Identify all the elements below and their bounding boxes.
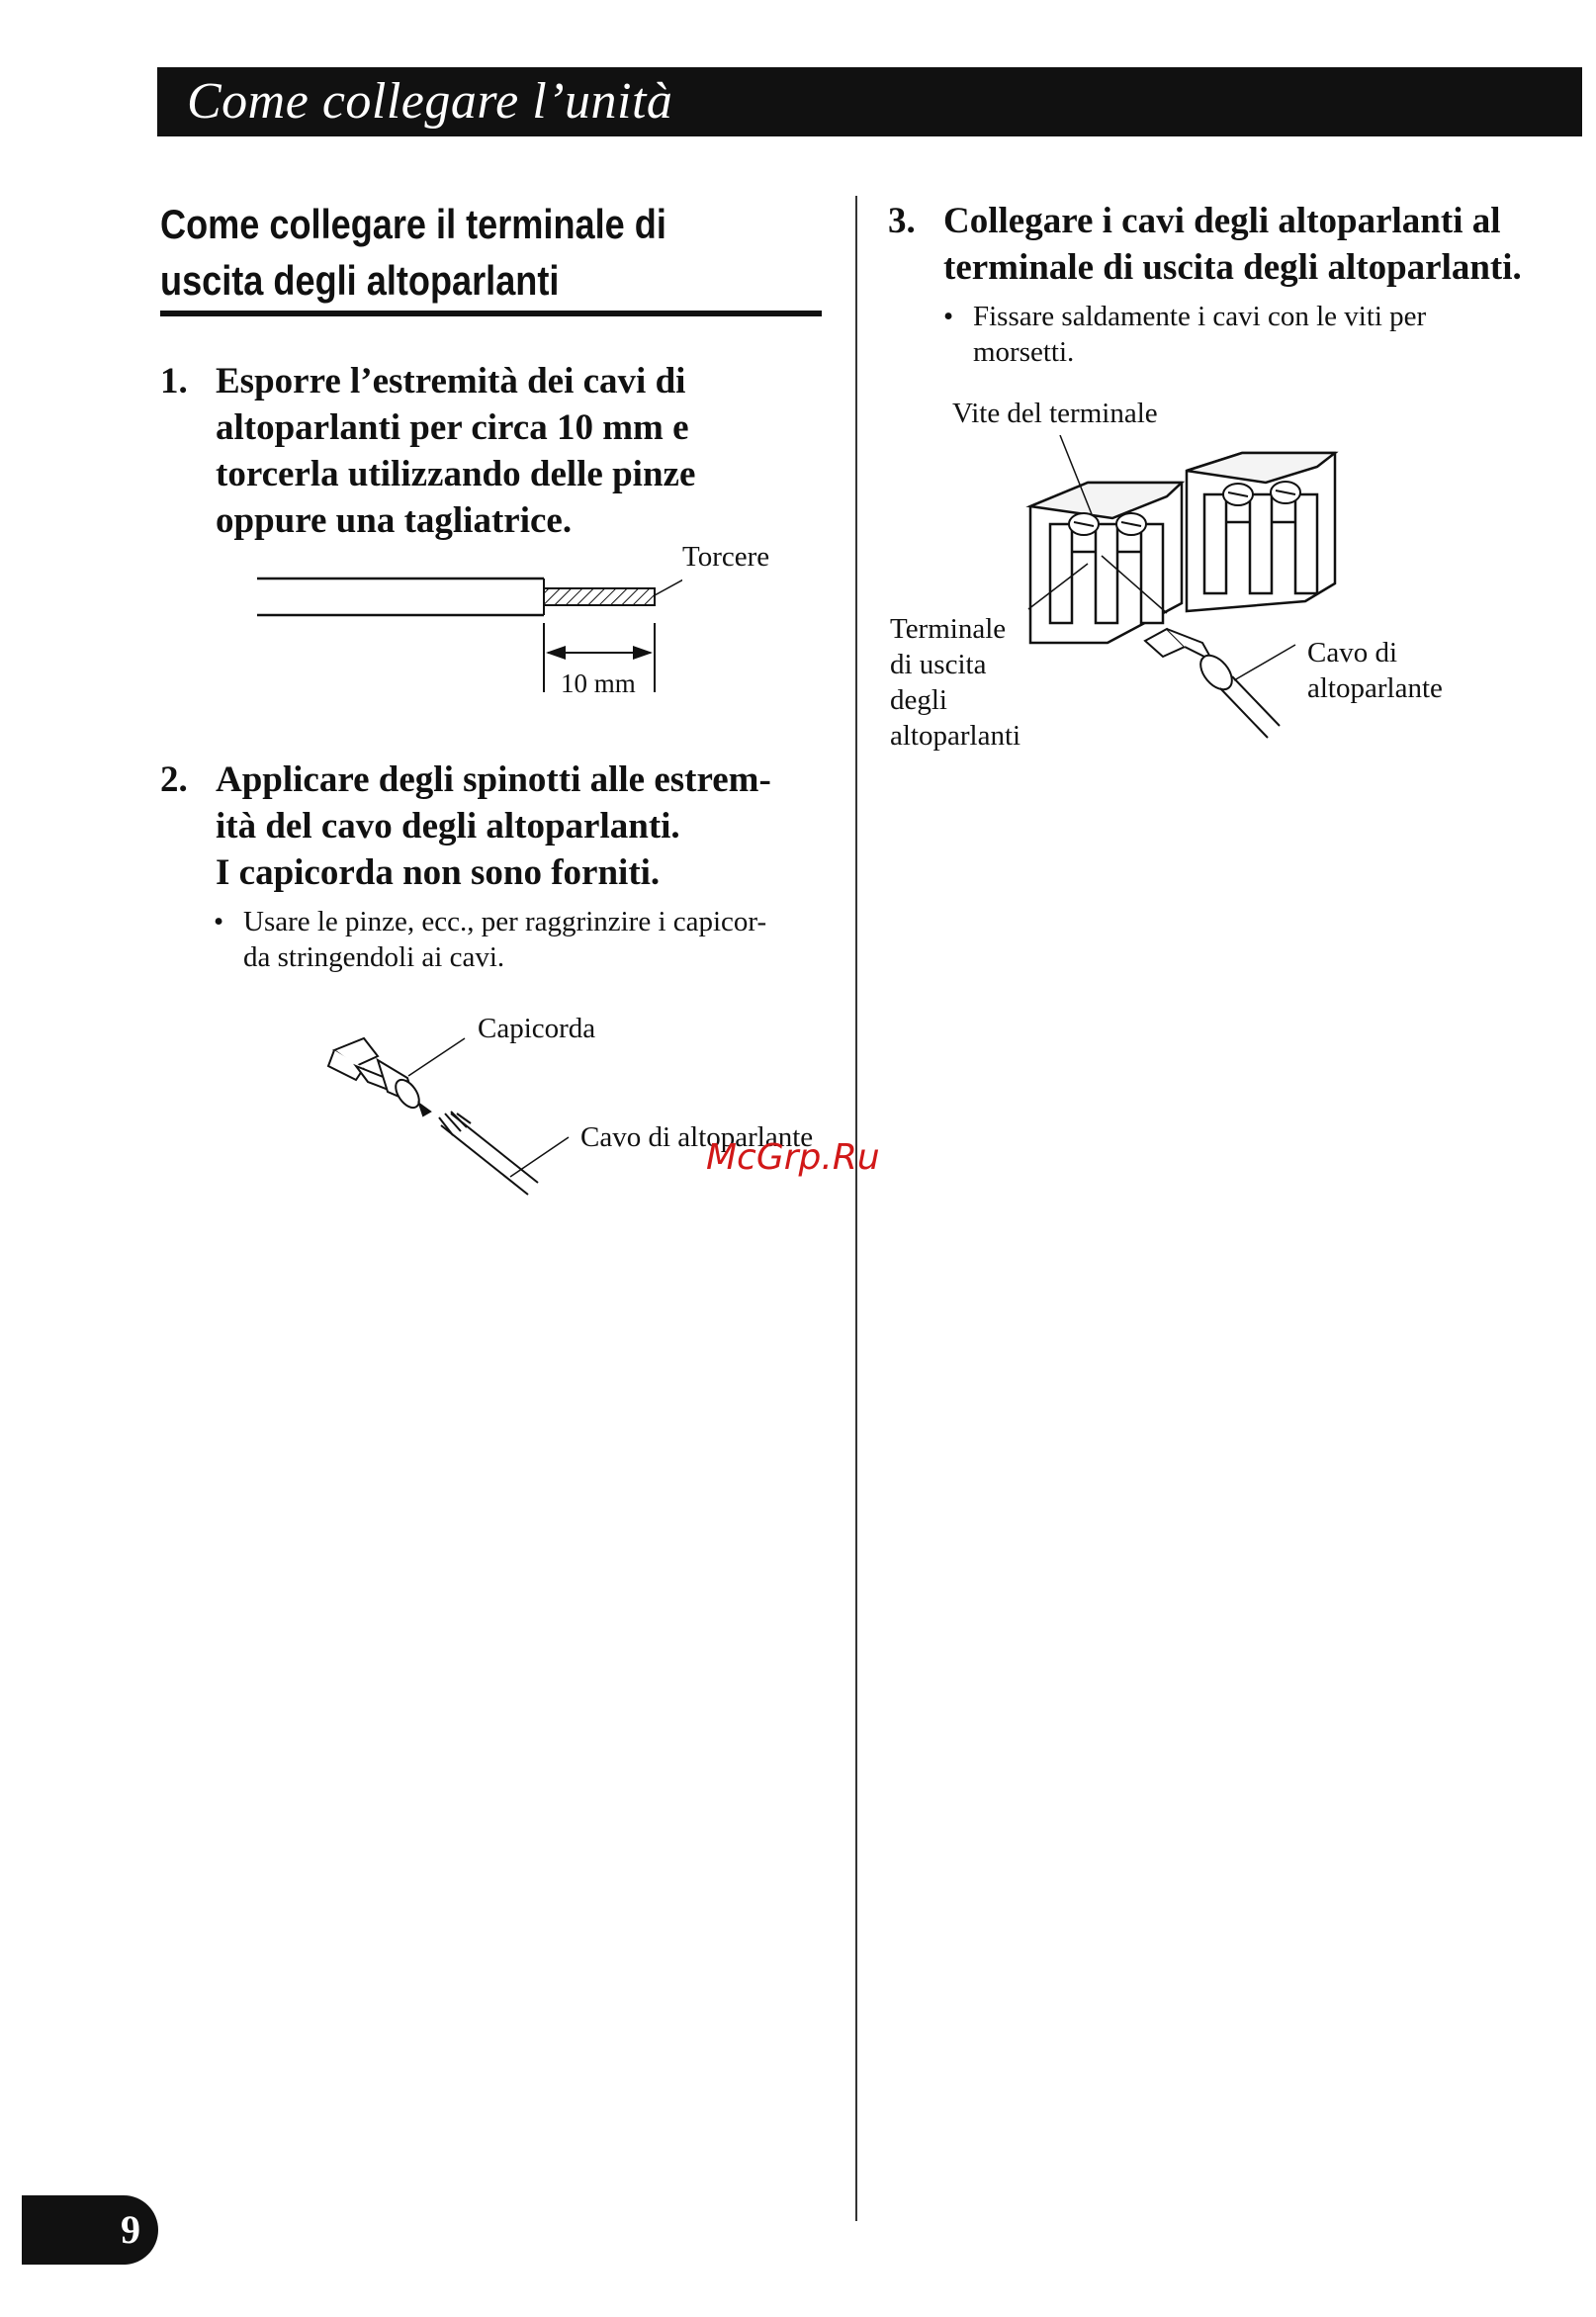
step-number: 2. <box>160 759 188 800</box>
terminal-label-line: degli <box>890 684 947 716</box>
section-title <box>160 196 722 309</box>
speaker-cable-with-lug <box>1145 629 1280 738</box>
step-text <box>216 757 771 896</box>
twist-label: Torcere <box>682 541 770 573</box>
bullet-line: morsetti. <box>973 336 1075 368</box>
bullet-dot: • <box>214 906 224 937</box>
step-line: oppure una tagliatrice. <box>216 500 573 541</box>
bullet-line: Fissare saldamente i cavi con le viti per <box>973 301 1427 332</box>
twisted-wire-end <box>544 588 655 605</box>
step-line: altoparlanti per circa 10 mm e <box>216 407 689 448</box>
chapter-title: Come collegare l’unità <box>187 73 673 130</box>
step-line: torcerla utilizzando delle pinze <box>216 454 696 494</box>
cable-label-line: altoparlante <box>1307 672 1443 704</box>
section-title-line: uscita degli altoparlanti <box>160 257 560 304</box>
lug-barrel <box>378 1060 430 1115</box>
page-number-tab <box>22 2195 158 2265</box>
bullet-line: da stringendoli ai cavi. <box>243 941 505 973</box>
section-title-line: Come collegare il terminale di <box>160 201 666 247</box>
bullet-text <box>973 299 1426 370</box>
terminal-label-line: di uscita <box>890 649 987 680</box>
terminal-block-right <box>1187 453 1335 611</box>
screw-label: Vite del terminale <box>952 398 1158 429</box>
cable-label-line: Cavo di <box>1307 637 1398 668</box>
step-number: 1. <box>160 361 188 401</box>
step-2 <box>160 757 833 900</box>
step-line: I capicorda non sono forniti. <box>216 852 661 893</box>
terminal-block-left <box>1030 483 1182 643</box>
lug-label: Capicorda <box>478 1013 596 1044</box>
bullet-dot: • <box>943 301 954 332</box>
watermark: McGrp.Ru <box>706 1137 880 1178</box>
bullet-text <box>243 904 766 975</box>
section-underline <box>160 311 822 316</box>
stripped-cable <box>439 1112 538 1195</box>
chapter-header-bar <box>157 67 1582 136</box>
column-divider <box>855 196 857 2221</box>
step-line: ità del cavo degli altoparlanti. <box>216 806 680 847</box>
lug-cable-label: Cavo di altoparlante <box>580 1121 814 1153</box>
step-3-bullet <box>943 299 1537 374</box>
step-3 <box>888 198 1580 293</box>
step-text <box>943 198 1522 291</box>
terminal-label <box>890 611 1020 754</box>
terminal-cable-label <box>1307 635 1443 706</box>
step-number: 3. <box>888 201 916 241</box>
step-text <box>216 358 695 544</box>
measure-label: 10 mm <box>561 668 636 698</box>
terminal-label-line: altoparlanti <box>890 720 1021 752</box>
step-2-bullet <box>214 904 846 979</box>
step-line: Collegare i cavi degli altoparlanti al <box>943 201 1501 241</box>
step-line: Esporre l’estremità dei cavi di <box>216 361 686 401</box>
step-1 <box>160 358 833 546</box>
bullet-line: Usare le pinze, ecc., per raggrinzire i capicor- <box>243 906 767 937</box>
step-line: terminale di uscita degli altoparlanti. <box>943 247 1522 288</box>
terminal-label-line: Terminale <box>890 613 1007 645</box>
step-line: Applicare degli spinotti alle estrem- <box>216 759 771 800</box>
page-number: 9 <box>121 2207 140 2252</box>
